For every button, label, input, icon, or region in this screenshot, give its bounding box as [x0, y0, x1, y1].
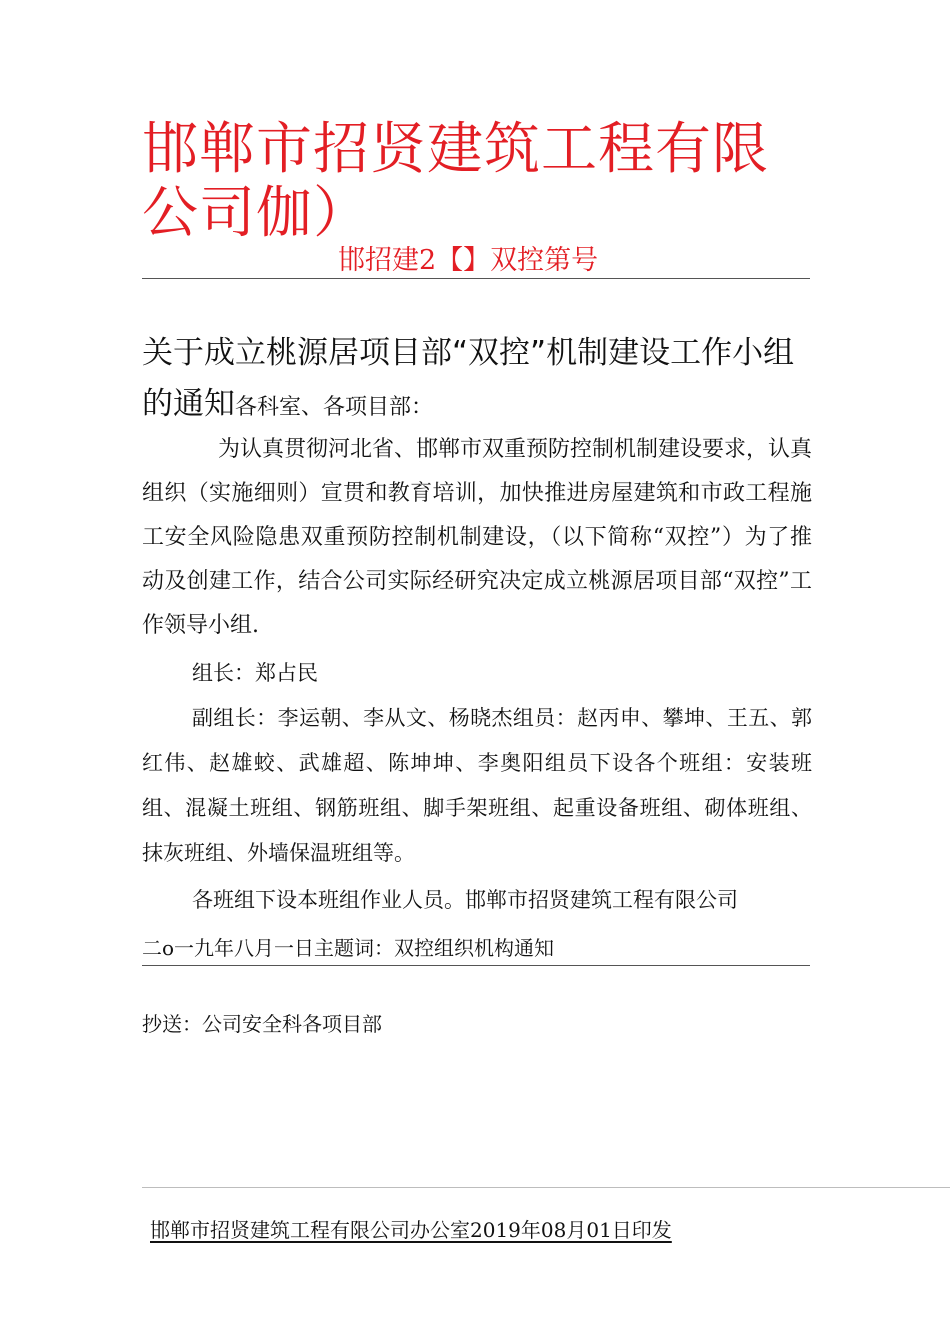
- date-and-subject-line: 二o一九年八月一日主题词：双控组织机构通知: [142, 936, 555, 960]
- staff-statement: 各班组下设本班组作业人员。: [192, 888, 465, 912]
- team-leader: 组长：郑占民: [192, 661, 318, 685]
- body-paragraph: 为认真贯彻河北省、邯郸市双重预防控制机制建设要求，认真组织（实施细则）宣贯和教育培训，加快推进房屋建筑和市政工程施工安全风险隐患双重预防控制机制建设，（以下简称“双控”）为了推动及创建工作，结合公司实际经研究决定成立桃源居项目部“双控”工作领导小组.: [142, 437, 813, 638]
- header-divider: [142, 278, 810, 279]
- team-staff-line: [142, 876, 812, 924]
- signature-company: 邯郸市招贤建筑工程有限公司: [465, 888, 738, 912]
- team-members: 副组长：李运朝、李从文、杨晓杰组员：赵丙申、攀坤、王五、郭红伟、赵雄蛟、武雄超、陈坤坤、李奥阳组员下设各个班组：安装班组、混凝土班组、钢筋班组、脚手架班组、起重设备班组、砌体班组、抹灰班组、外墙保温班组等。: [142, 706, 812, 865]
- footer-divider: [142, 1187, 950, 1188]
- cc-line: 抄送：公司安全科各项目部: [142, 1012, 382, 1036]
- issued-by-footer: 邯郸市招贤建筑工程有限公司办公室2019年08月01日印发: [150, 1218, 672, 1242]
- company-header-title: 邯郸市招贤建筑工程有限公司伽）: [142, 117, 769, 246]
- notice-recipients: 各科室、各项目部：: [235, 395, 434, 420]
- document-number: 邯招建2【】双控第号: [338, 245, 599, 276]
- notice-heading-block: [142, 330, 814, 432]
- notice-title: 关于成立桃源居项目部“双控”机制建设工作小组的通知: [142, 335, 795, 422]
- subject-divider: [142, 965, 810, 966]
